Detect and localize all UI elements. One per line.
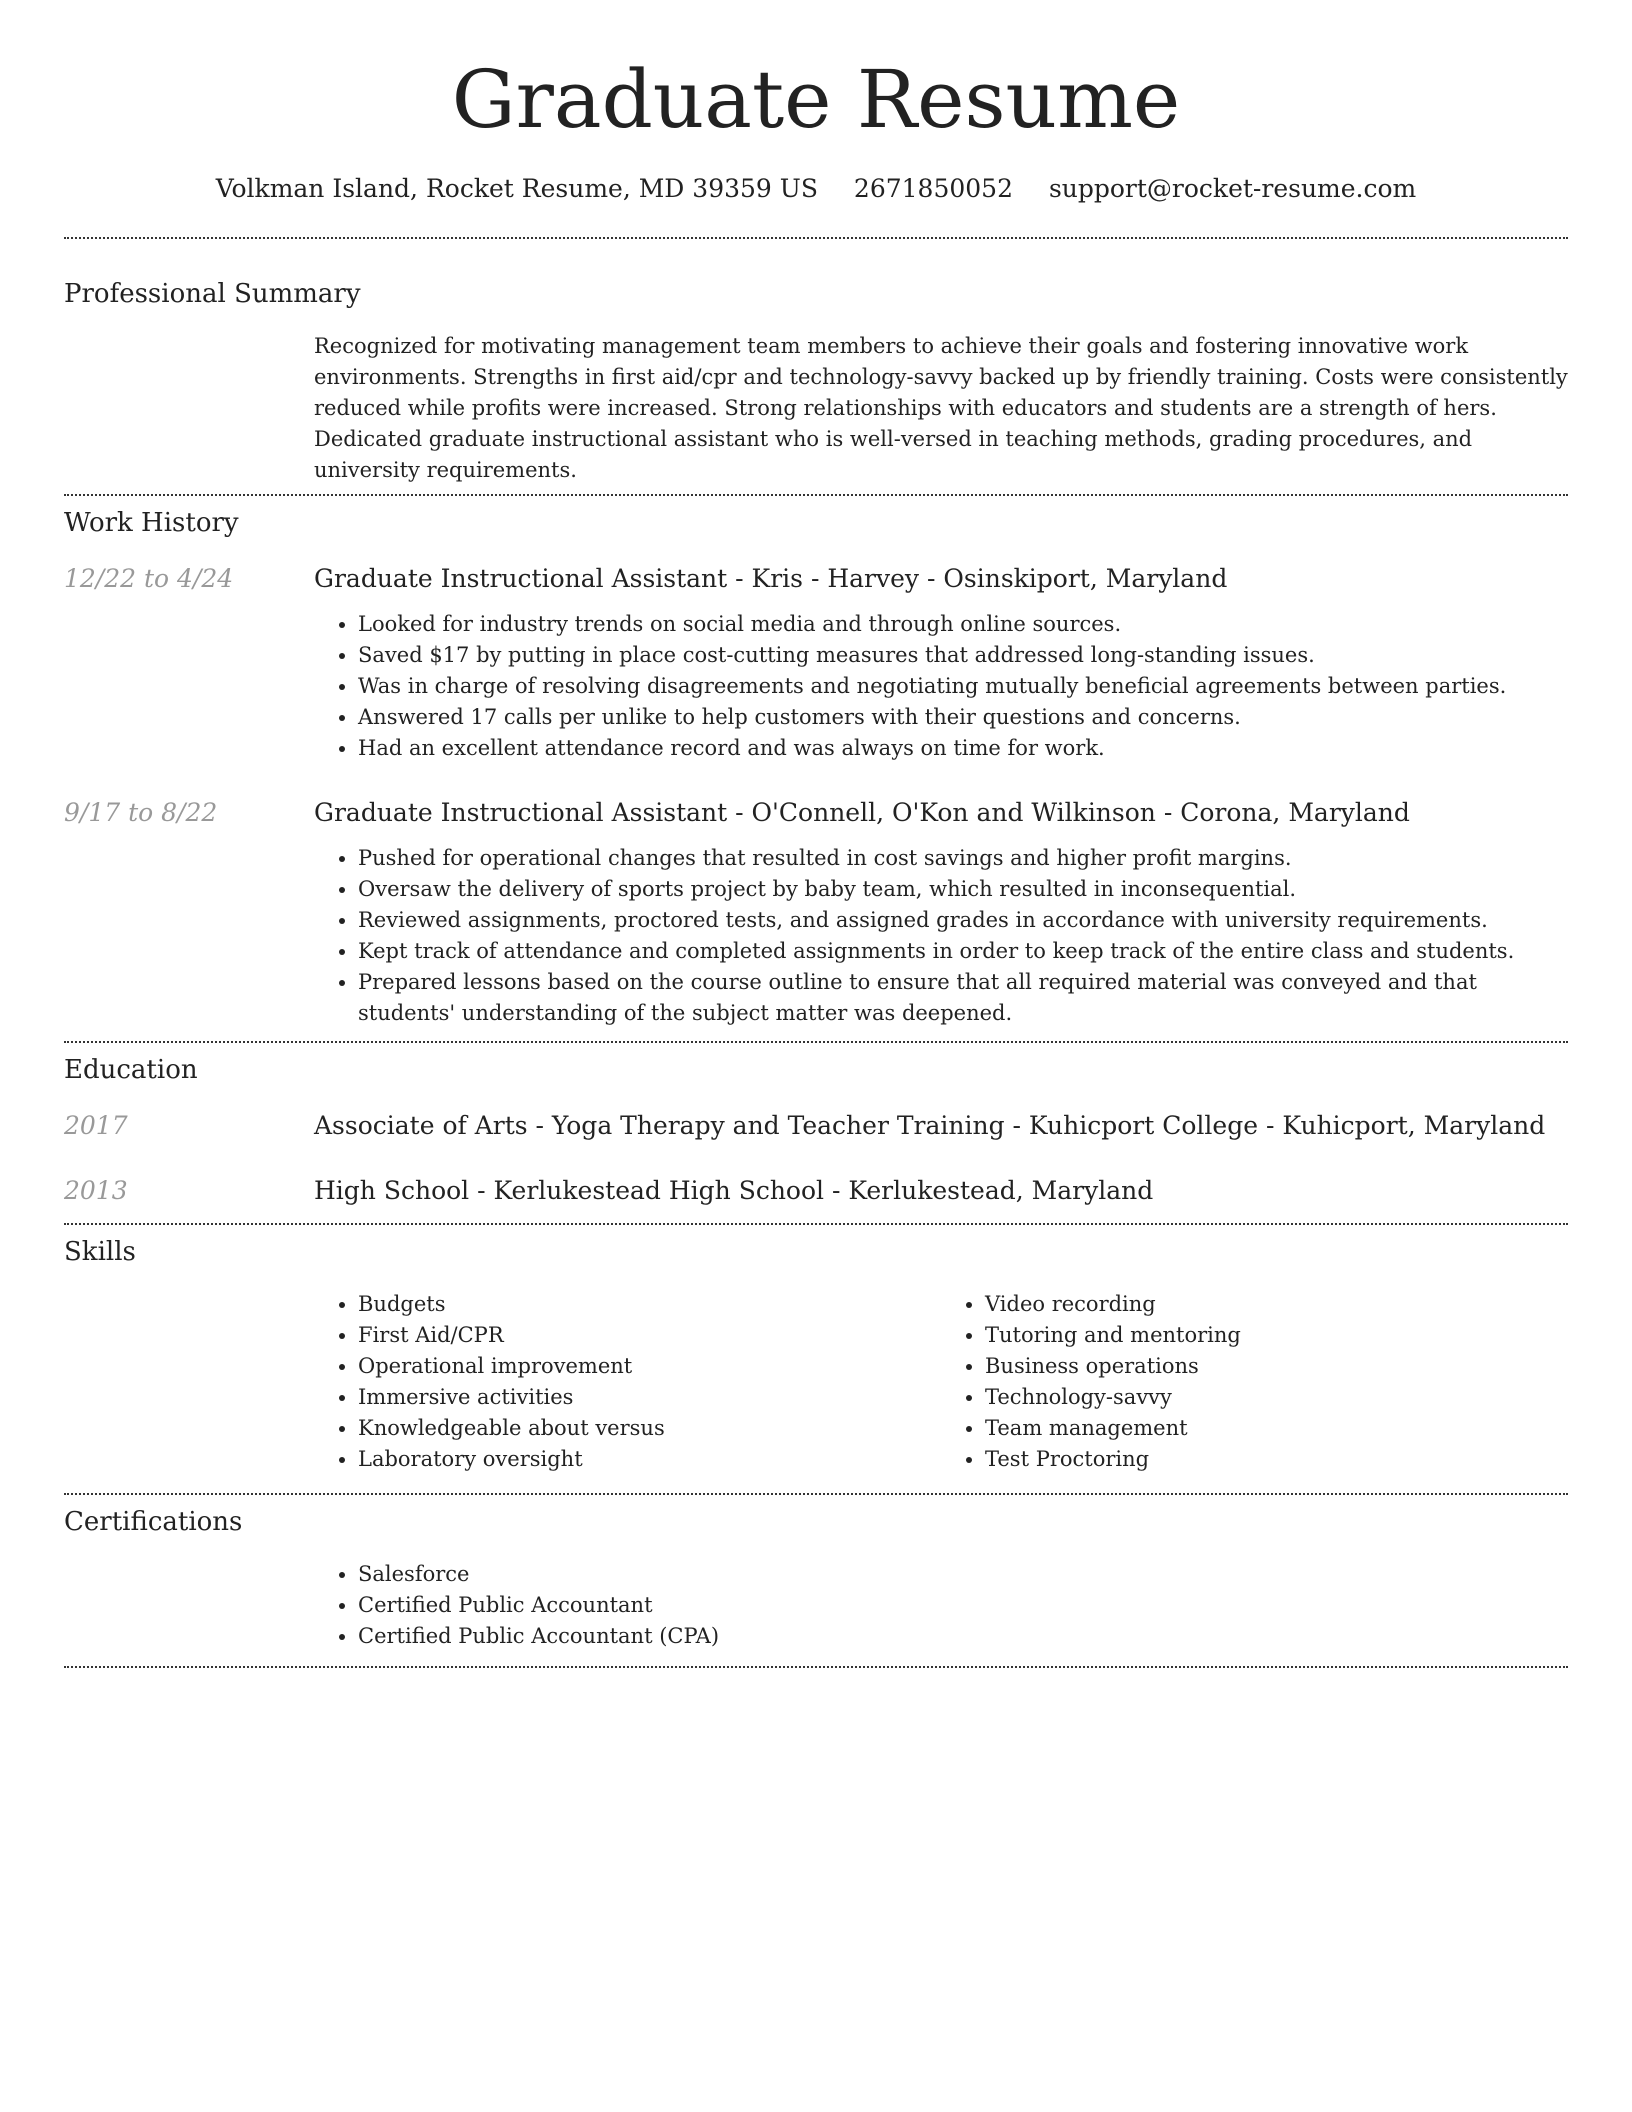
skill-item: • Tutoring and mentoring	[985, 1320, 1568, 1351]
skill-item: • Business operations	[985, 1351, 1568, 1382]
summary-section	[64, 279, 1568, 486]
skill-item: • Immersive activities	[358, 1382, 941, 1413]
skill-item: • Budgets	[358, 1289, 941, 1320]
education-section	[64, 1055, 1568, 1205]
job-employer-location: - Kris - Harvey - Osinskiport, Maryland	[727, 564, 1228, 593]
job-heading	[314, 798, 1568, 827]
education-degree: Associate of Arts - Yoga Therapy and Teacher Training	[314, 1111, 1005, 1140]
job-bullet: • Reviewed assignments, proctored tests, and assigned grades in accordance with university requirements.	[358, 905, 1568, 936]
skill-item: • Video recording	[985, 1289, 1568, 1320]
job-bullet: • Was in charge of resolving disagreements and negotiating mutually beneficial agreements between parties.	[358, 671, 1568, 702]
contact-phone: 2671850052	[853, 174, 1013, 203]
job-title: Graduate Instructional Assistant	[314, 564, 728, 593]
divider	[64, 1223, 1568, 1225]
education-heading	[314, 1111, 1568, 1140]
skill-item: • Team management	[985, 1413, 1568, 1444]
skills-section	[64, 1237, 1568, 1475]
job-bullet: • Had an excellent attendance record and was always on time for work.	[358, 733, 1568, 764]
contact-info	[64, 174, 1568, 203]
job-dates: 9/17 to 8/22	[64, 798, 218, 827]
skill-item: • Technology-savvy	[985, 1382, 1568, 1413]
skill-item: • Knowledgeable about versus	[358, 1413, 941, 1444]
job-bullet: • Answered 17 calls per unlike to help customers with their questions and concerns.	[358, 702, 1568, 733]
skill-item: • Test Proctoring	[985, 1444, 1568, 1475]
education-school: - Kuhicport College - Kuhicport, Maryland	[1004, 1111, 1546, 1140]
education-school: - Kerlukestead High School - Kerlukestead, Maryland	[469, 1176, 1154, 1205]
job-bullets	[314, 609, 1568, 764]
education-heading	[314, 1176, 1568, 1205]
job-bullets	[314, 843, 1568, 1029]
skill-item: • Laboratory oversight	[358, 1444, 941, 1475]
job-bullet: • Pushed for operational changes that resulted in cost savings and higher profit margins.	[358, 843, 1568, 874]
section-title-education: Education	[64, 1055, 198, 1085]
job-entry	[64, 798, 1568, 1029]
skills-list-right	[941, 1289, 1568, 1475]
education-year: 2017	[64, 1111, 128, 1140]
summary-text: Recognized for motivating management team members to achieve their goals and fostering innovative work environments. Strengths in first aid/cpr and technology-savvy backed up by friendly training. Costs were consistently reduced while profits were increased. Strong relationships with educators and students are a strength of hers. Dedicated graduate instructional assistant who is well-versed in teaching methods, grading procedures, and university requirements.	[314, 334, 1568, 482]
divider	[64, 237, 1568, 239]
divider	[64, 1493, 1568, 1495]
job-entry	[64, 564, 1568, 764]
job-bullet: • Looked for industry trends on social media and through online sources.	[358, 609, 1568, 640]
divider	[64, 494, 1568, 496]
certifications-section	[64, 1507, 1568, 1652]
section-title-skills: Skills	[64, 1237, 136, 1267]
education-entry	[64, 1111, 1568, 1140]
resume-page	[64, 0, 1568, 1668]
certifications-list	[314, 1559, 1568, 1652]
job-title: Graduate Instructional Assistant	[314, 798, 728, 827]
section-title-summary: Professional Summary	[64, 279, 361, 309]
contact-email: support@rocket-resume.com	[1048, 174, 1417, 203]
education-degree: High School	[314, 1176, 470, 1205]
contact-address: Volkman Island, Rocket Resume, MD 39359 US	[215, 174, 818, 203]
certification-item: • Salesforce	[358, 1559, 1568, 1590]
job-employer-location: - O'Connell, O'Kon and Wilkinson - Corona, Maryland	[727, 798, 1410, 827]
section-title-certifications: Certifications	[64, 1507, 243, 1537]
resume-name: Graduate Resume	[451, 53, 1181, 146]
education-entry	[64, 1176, 1568, 1205]
education-year: 2013	[64, 1176, 128, 1205]
certification-item: • Certified Public Accountant	[358, 1590, 1568, 1621]
skill-item: • First Aid/CPR	[358, 1320, 941, 1351]
section-title-work: Work History	[64, 508, 239, 538]
certification-item: • Certified Public Accountant (CPA)	[358, 1621, 1568, 1652]
work-section	[64, 508, 1568, 1029]
job-bullet: • Oversaw the delivery of sports project by baby team, which resulted in inconsequential.	[358, 874, 1568, 905]
job-bullet: • Saved $17 by putting in place cost-cutting measures that addressed long-standing issues.	[358, 640, 1568, 671]
skills-list-left	[314, 1289, 941, 1475]
job-bullet: • Kept track of attendance and completed assignments in order to keep track of the entire class and students.	[358, 936, 1568, 967]
divider	[64, 1041, 1568, 1043]
skill-item: • Operational improvement	[358, 1351, 941, 1382]
job-dates: 12/22 to 4/24	[64, 564, 234, 593]
divider	[64, 1666, 1568, 1668]
job-heading	[314, 564, 1568, 593]
job-bullet: • Prepared lessons based on the course outline to ensure that all required material was conveyed and that students' understanding of the subject matter was deepened.	[358, 967, 1568, 1029]
